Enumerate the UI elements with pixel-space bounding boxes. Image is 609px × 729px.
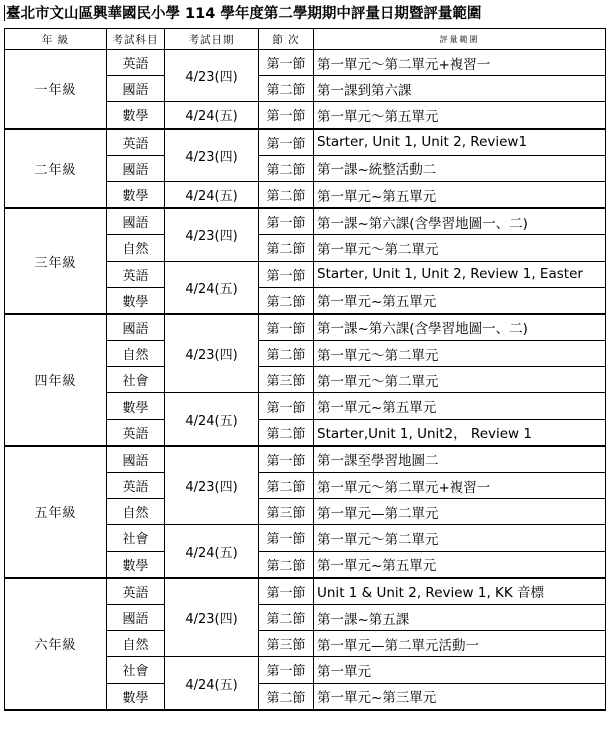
subject-cell: 社會: [107, 657, 165, 683]
period-cell: 第三節: [259, 367, 314, 393]
subject-cell: 自然: [107, 499, 165, 525]
period-cell: 第二節: [259, 551, 314, 578]
date-cell: 4/24(五): [165, 102, 259, 129]
period-cell: 第二節: [259, 473, 314, 499]
grade-cell: 六年級: [5, 578, 107, 710]
date-cell: 4/23(四): [165, 314, 259, 393]
period-cell: 第三節: [259, 631, 314, 657]
subject-cell: 數學: [107, 393, 165, 419]
period-cell: 第二節: [259, 604, 314, 630]
date-cell: 4/23(四): [165, 578, 259, 657]
subject-cell: 英語: [107, 129, 165, 156]
scope-cell: 第一單元～第二單元+複習一: [314, 473, 606, 499]
period-cell: 第二節: [259, 419, 314, 446]
subject-cell: 國語: [107, 155, 165, 181]
subject-cell: 社會: [107, 525, 165, 551]
period-cell: 第一節: [259, 393, 314, 419]
scope-cell: Starter,Unit 1, Unit2， Review 1: [314, 419, 606, 446]
scope-cell: 第一單元～第二單元: [314, 367, 606, 393]
header-scope: 評量範圍: [314, 29, 606, 50]
grade-cell: 三年級: [5, 208, 107, 314]
exam-schedule-table: [4, 28, 606, 711]
subject-cell: 數學: [107, 102, 165, 129]
subject-cell: 國語: [107, 76, 165, 102]
subject-cell: 英語: [107, 50, 165, 76]
table-row: [5, 314, 606, 341]
scope-cell: 第一課~統整活動二: [314, 155, 606, 181]
header-row: [5, 29, 606, 50]
table-row: [5, 129, 606, 156]
date-cell: 4/24(五): [165, 657, 259, 710]
period-cell: 第二節: [259, 683, 314, 710]
subject-cell: 國語: [107, 314, 165, 341]
date-cell: 4/24(五): [165, 181, 259, 208]
subject-cell: 國語: [107, 604, 165, 630]
subject-cell: 數學: [107, 287, 165, 314]
scope-cell: Starter, Unit 1, Unit 2, Review1: [314, 129, 606, 156]
subject-cell: 數學: [107, 683, 165, 710]
scope-cell: 第一單元~第三單元: [314, 683, 606, 710]
period-cell: 第一節: [259, 314, 314, 341]
scope-cell: 第一單元~第五單元: [314, 551, 606, 578]
period-cell: 第一節: [259, 102, 314, 129]
date-cell: 4/23(四): [165, 446, 259, 525]
period-cell: 第二節: [259, 235, 314, 261]
grade-cell: 一年級: [5, 50, 107, 129]
date-cell: 4/24(五): [165, 393, 259, 446]
grade-cell: 二年級: [5, 129, 107, 209]
scope-cell: 第一課~第五課: [314, 604, 606, 630]
scope-cell: 第一單元~第五單元: [314, 287, 606, 314]
scope-cell: 第一課到第六課: [314, 76, 606, 102]
subject-cell: 國語: [107, 446, 165, 473]
period-cell: 第二節: [259, 76, 314, 102]
date-cell: 4/24(五): [165, 525, 259, 578]
period-cell: 第三節: [259, 499, 314, 525]
period-cell: 第一節: [259, 578, 314, 605]
table-row: [5, 578, 606, 605]
header-grade: 年 級: [5, 29, 107, 50]
period-cell: 第二節: [259, 155, 314, 181]
date-cell: 4/23(四): [165, 50, 259, 102]
period-cell: 第一節: [259, 261, 314, 287]
scope-cell: 第一單元～第二單元: [314, 525, 606, 551]
document-title: 臺北市文山區興華國民小學 114 學年度第二學期期中評量日期暨評量範圍: [0, 0, 609, 28]
grade-cell: 四年級: [5, 314, 107, 446]
subject-cell: 英語: [107, 419, 165, 446]
period-cell: 第二節: [259, 181, 314, 208]
table-row: [5, 208, 606, 235]
subject-cell: 自然: [107, 631, 165, 657]
date-cell: 4/23(四): [165, 129, 259, 182]
schedule-body: [5, 50, 606, 710]
subject-cell: 數學: [107, 551, 165, 578]
scope-cell: 第一單元～第二單元+複習一: [314, 50, 606, 76]
subject-cell: 社會: [107, 367, 165, 393]
scope-cell: 第一單元~第五單元: [314, 393, 606, 419]
period-cell: 第一節: [259, 208, 314, 235]
scope-cell: 第一課~第六課(含學習地圖一、二): [314, 314, 606, 341]
scope-cell: 第一單元: [314, 657, 606, 683]
scope-cell: 第一課至學習地圖二: [314, 446, 606, 473]
period-cell: 第一節: [259, 446, 314, 473]
period-cell: 第一節: [259, 129, 314, 156]
subject-cell: 自然: [107, 235, 165, 261]
scope-cell: Starter, Unit 1, Unit 2, Review 1, Easter: [314, 261, 606, 287]
scope-cell: 第一單元～第二單元: [314, 341, 606, 367]
date-cell: 4/24(五): [165, 261, 259, 314]
scope-cell: 第一單元～第二單元: [314, 235, 606, 261]
date-cell: 4/23(四): [165, 208, 259, 261]
subject-cell: 國語: [107, 208, 165, 235]
scope-cell: 第一單元～第五單元: [314, 102, 606, 129]
period-cell: 第二節: [259, 287, 314, 314]
scope-cell: Unit 1 & Unit 2, Review 1, KK 音標: [314, 578, 606, 605]
subject-cell: 英語: [107, 261, 165, 287]
grade-cell: 五年級: [5, 446, 107, 578]
header-period: 節 次: [259, 29, 314, 50]
period-cell: 第一節: [259, 657, 314, 683]
table-row: [5, 446, 606, 473]
scope-cell: 第一單元—第二單元: [314, 499, 606, 525]
subject-cell: 數學: [107, 181, 165, 208]
table-row: [5, 50, 606, 76]
period-cell: 第一節: [259, 525, 314, 551]
subject-cell: 英語: [107, 473, 165, 499]
period-cell: 第一節: [259, 50, 314, 76]
scope-cell: 第一單元—第二單元活動一: [314, 631, 606, 657]
scope-cell: 第一單元~第五單元: [314, 181, 606, 208]
subject-cell: 英語: [107, 578, 165, 605]
header-date: 考試日期: [165, 29, 259, 50]
header-subject: 考試科目: [107, 29, 165, 50]
period-cell: 第二節: [259, 341, 314, 367]
subject-cell: 自然: [107, 341, 165, 367]
scope-cell: 第一課~第六課(含學習地圖一、二): [314, 208, 606, 235]
